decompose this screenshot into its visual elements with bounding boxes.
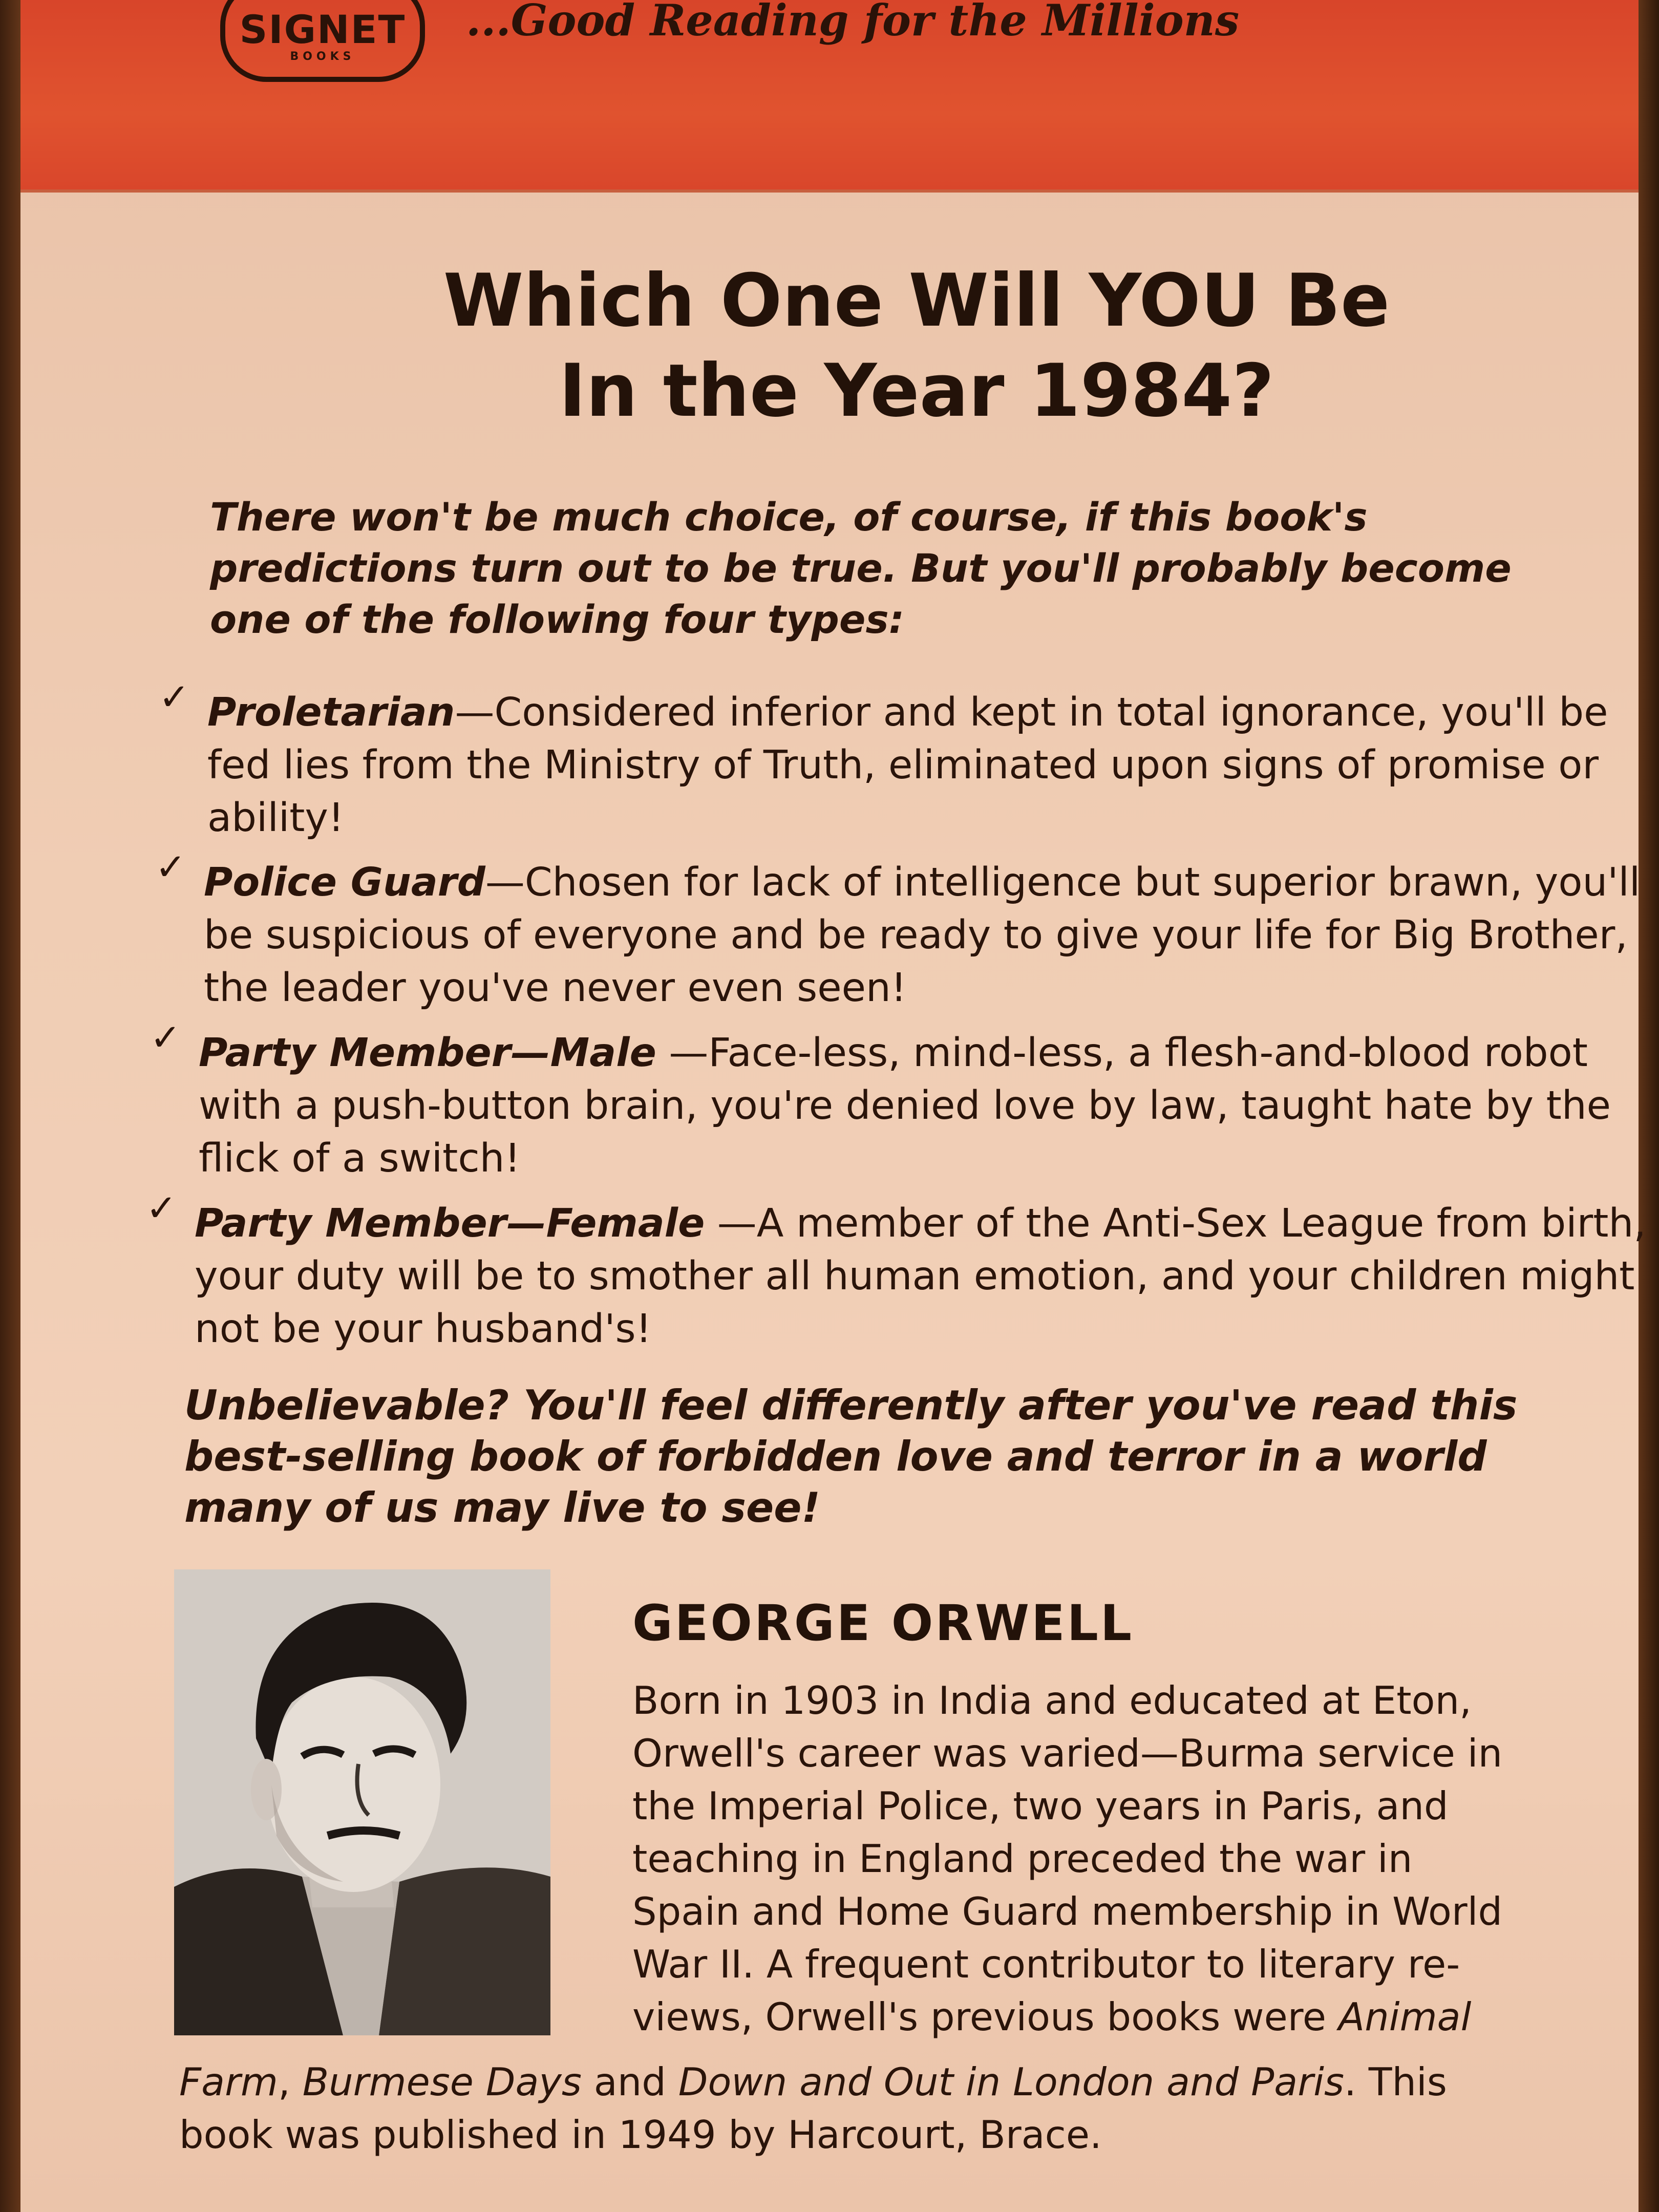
bio-line (179, 2056, 1613, 2109)
bio-comma: , (278, 2059, 303, 2104)
bio-line: Spain and Home Guard membership in World (632, 1889, 1503, 1934)
bio-line-text: views, Orwell's previous books were (632, 1994, 1338, 2039)
signet-logo (220, 0, 425, 82)
author-portrait-photo (174, 1569, 550, 2035)
type-name: Proletarian (207, 690, 455, 735)
book-title-animal: Animal (1338, 1994, 1472, 2039)
bio-line: book was published in 1949 by Harcourt, Brace. (179, 2112, 1102, 2157)
bio-line: teaching in England preceded the war in (632, 1836, 1413, 1881)
type-description: —Chosen for lack of intelligence but superior brawn, you'll be suspicious of everyone and be ready to give your life for Big Brother, the leader you've never even seen! (204, 860, 1641, 1011)
headline-line-1: Which One Will YOU Be (443, 259, 1390, 343)
author-bio (632, 1674, 1605, 2044)
headline-line-2: In the Year 1984? (559, 349, 1274, 433)
book-title-farm: Farm (179, 2059, 278, 2104)
bio-line: War II. A frequent contributor to literary re- (632, 1942, 1460, 1987)
checkmark-icon: ✓ (159, 675, 190, 718)
type-item-party-member-male (150, 1016, 1653, 1185)
headline (174, 256, 1659, 436)
book-title-down-and-out: Down and Out in London and Paris (678, 2059, 1345, 2104)
type-description: —A member of the Anti-Sex League from birth, your duty will be to smother all human emotion, and your children might not be your husband's! (195, 1201, 1646, 1352)
author-bio-continued (179, 2056, 1613, 2161)
type-description: —Face-less, mind-less, a flesh-and-blood robot with a push-button brain, you're denied love by law, taught hate by the flick of a switch! (199, 1030, 1611, 1181)
bio-and: and (581, 2059, 678, 2104)
publisher-banner (20, 0, 1639, 193)
book-title-burmese-days: Burmese Days (302, 2059, 582, 2104)
bio-line (632, 1991, 1605, 2044)
type-description: —Considered inferior and kept in total ignorance, you'll be fed lies from the Ministry of Truth, eliminated upon signs of promise or ability! (207, 690, 1608, 841)
bio-line: Orwell's career was varied—Burma service in (632, 1731, 1503, 1776)
type-item-proletarian (159, 675, 1659, 844)
logo-subtext: BOOKS (290, 50, 355, 63)
author-name: GEORGE ORWELL (632, 1594, 1134, 1652)
logo-text: SIGNET (239, 7, 406, 52)
publisher-tagline: ...Good Reading for the Millions (466, 0, 1240, 46)
bio-line: Born in 1903 in India and educated at Eton, (632, 1678, 1472, 1723)
bio-line: the Imperial Police, two years in Paris, and (632, 1783, 1449, 1828)
closing-paragraph: Unbelievable? You'll feel differently after you've read this best-selling book of forbidden love and terror in a world many of us may live to see! (184, 1381, 1518, 1532)
type-item-party-member-female (146, 1186, 1649, 1355)
type-name: Police Guard (204, 860, 485, 905)
type-name: Party Member—Female (195, 1201, 705, 1246)
checkmark-icon: ✓ (150, 1016, 181, 1059)
intro-paragraph: There won't be much choice, of course, if this book's predictions turn out to be true. But you'll probably become one of the following four types: (210, 494, 1512, 642)
checkmark-icon: ✓ (155, 845, 186, 888)
book-back-cover (20, 0, 1646, 2212)
type-name: Party Member—Male (199, 1030, 656, 1076)
checkmark-icon: ✓ (146, 1186, 177, 1229)
type-item-police-guard (155, 845, 1658, 1014)
bio-tail-1: . This (1344, 2059, 1447, 2104)
